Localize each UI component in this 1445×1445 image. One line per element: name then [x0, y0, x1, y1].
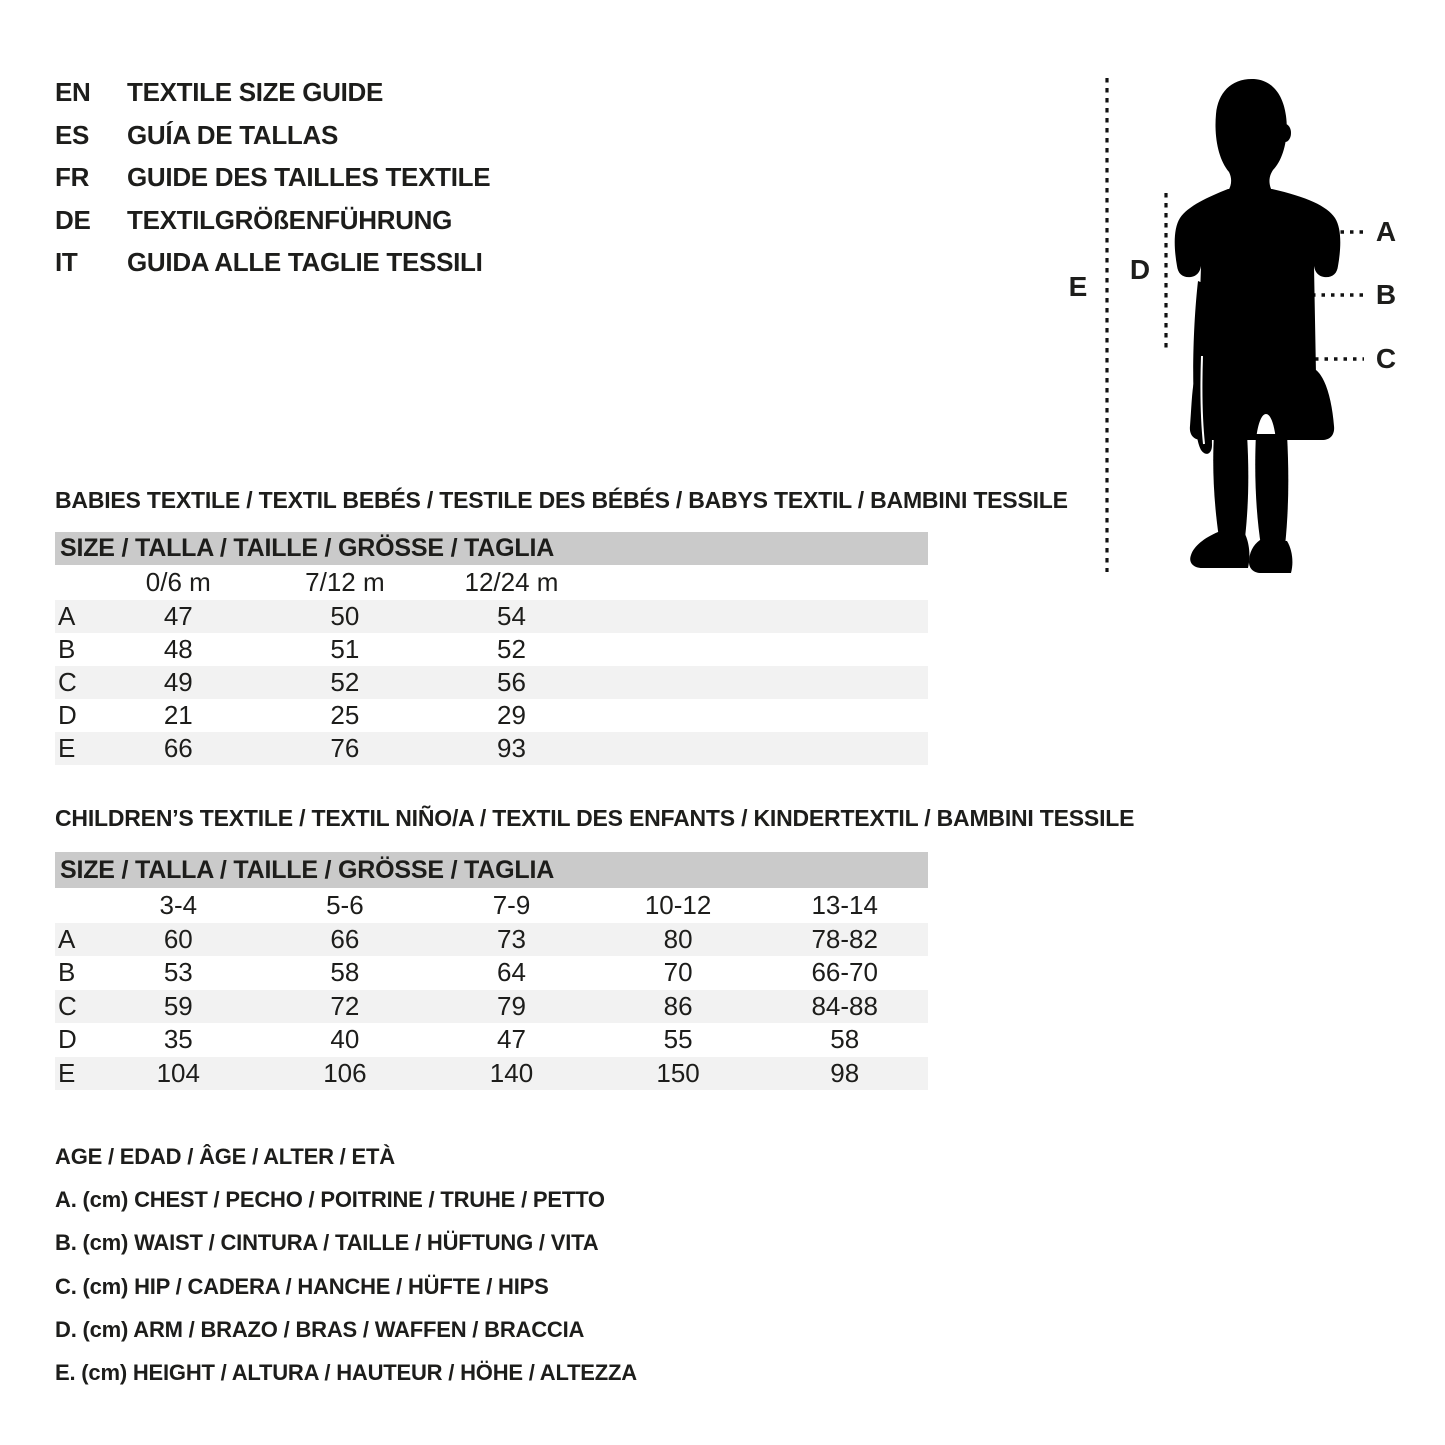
- table-row: [55, 1057, 928, 1090]
- children-size-table: [55, 852, 928, 1090]
- table-cell: 106: [323, 1057, 367, 1088]
- table-cell: 51: [330, 634, 360, 664]
- table-cell: 78-82: [811, 924, 878, 954]
- lang-row-it: [55, 241, 490, 284]
- table-cell: 35: [163, 1024, 193, 1055]
- legend-waist: B. (cm) WAIST / CINTURA / TAILLE / HÜFTUNG / VITA: [55, 1230, 599, 1256]
- row-label: A: [58, 924, 76, 954]
- table-cell-empty: [595, 633, 762, 666]
- row-label: E: [58, 733, 76, 763]
- table-cell-empty: [761, 633, 928, 666]
- silhouette-left-shoe: [1190, 532, 1249, 568]
- table-cell: 52: [330, 667, 360, 697]
- table-cell: 53: [163, 957, 193, 988]
- lang-title: GUIDE DES TAILLES TEXTILE: [127, 162, 491, 192]
- table-cell: 80: [663, 924, 693, 954]
- row-label: D: [58, 1024, 77, 1055]
- table-cell: 54: [497, 601, 526, 631]
- table-row: [55, 699, 928, 732]
- marker-label-height: E: [1068, 271, 1088, 302]
- lang-row-en: [55, 71, 490, 114]
- marker-label-arm: D: [1129, 254, 1151, 285]
- table-cell: 48: [163, 634, 193, 664]
- silhouette-head: [1216, 79, 1287, 191]
- table-cell-empty: [595, 666, 762, 699]
- lang-row-es: [55, 114, 490, 157]
- marker-label-hip: C: [1375, 343, 1397, 374]
- table-cell: 60: [163, 924, 193, 954]
- babies-size-table: [55, 532, 928, 765]
- lang-title: GUIDA ALLE TAGLIE TESSILI: [127, 247, 483, 277]
- lang-code: DE: [55, 204, 91, 235]
- corner-cell: [55, 565, 95, 600]
- lang-code: ES: [55, 119, 90, 150]
- children-size-header-bar: SIZE / TALLA / TAILLE / GRÖSSE / TAGLIA: [55, 852, 928, 888]
- table-row: [55, 732, 928, 765]
- row-label: A: [58, 601, 76, 631]
- table-cell-empty: [761, 732, 928, 765]
- table-row: [55, 990, 928, 1023]
- row-label: D: [58, 700, 77, 730]
- table-cell: 47: [163, 601, 193, 631]
- table-cell: 140: [489, 1057, 534, 1088]
- column-header-empty: [595, 565, 762, 600]
- lang-title: TEXTILE SIZE GUIDE: [127, 77, 384, 107]
- row-label: B: [58, 634, 76, 664]
- table-cell: 29: [497, 700, 526, 730]
- table-cell: 52: [497, 634, 526, 664]
- measurement-legend: [55, 1135, 637, 1394]
- table-cell: 40: [330, 1024, 360, 1055]
- marker-label-chest: A: [1375, 216, 1397, 247]
- column-header: 7-9: [492, 890, 531, 920]
- table-cell: 79: [497, 990, 526, 1021]
- row-label: B: [58, 957, 76, 988]
- legend-age: AGE / EDAD / ÂGE / ALTER / ETÀ: [55, 1144, 395, 1169]
- legend-arm: D. (cm) ARM / BRAZO / BRAS / WAFFEN / BRACCIA: [55, 1316, 585, 1342]
- table-cell: 150: [656, 1057, 700, 1088]
- legend-height: E. (cm) HEIGHT / ALTURA / HAUTEUR / HÖHE / ALTEZZA: [55, 1359, 637, 1385]
- table-cell: 72: [330, 990, 360, 1021]
- table-cell: 56: [497, 667, 526, 697]
- table-cell: 104: [156, 1057, 200, 1088]
- lang-title: GUÍA DE TALLAS: [127, 119, 339, 150]
- table-cell: 25: [330, 700, 360, 730]
- table-cell-empty: [761, 666, 928, 699]
- table-cell: 58: [330, 957, 360, 988]
- table-cell: 84-88: [811, 990, 878, 1021]
- table-row: [55, 923, 928, 956]
- table-cell: 55: [663, 1024, 693, 1055]
- table-cell: 76: [330, 733, 360, 763]
- child-silhouette: [1168, 76, 1346, 574]
- table-row: [55, 666, 928, 699]
- column-header: 0/6 m: [145, 567, 211, 597]
- table-cell-empty: [595, 699, 762, 732]
- legend-hip: C. (cm) HIP / CADERA / HANCHE / HÜFTE / HIPS: [55, 1273, 549, 1299]
- table-cell: 73: [497, 924, 526, 954]
- silhouette-shorts: [1190, 370, 1334, 440]
- lang-title: TEXTILGRÖßENFÜHRUNG: [127, 204, 453, 235]
- column-header: 13-14: [811, 890, 878, 920]
- silhouette-right-leg: [1255, 434, 1288, 546]
- corner-cell: [55, 888, 95, 923]
- table-cell-empty: [595, 732, 762, 765]
- table-row: [55, 600, 928, 633]
- language-header: [55, 71, 490, 284]
- silhouette-right-shoe: [1249, 540, 1292, 573]
- row-label: C: [58, 667, 77, 697]
- table-cell: 86: [663, 990, 693, 1021]
- column-header: 10-12: [644, 890, 712, 920]
- column-header-empty: [761, 565, 928, 600]
- table-cell: 66: [163, 733, 193, 763]
- column-header: 12/24 m: [464, 567, 559, 597]
- lang-row-de: [55, 199, 490, 242]
- babies-column-header-row: [55, 565, 928, 600]
- table-cell: 47: [497, 1024, 526, 1055]
- children-section-title: CHILDREN’S TEXTILE / TEXTIL NIÑO/A / TEXTIL DES ENFANTS / KINDERTEXTIL / BAMBINI TESSILE: [55, 805, 1135, 831]
- table-cell: 93: [497, 733, 526, 763]
- table-row: [55, 1023, 928, 1056]
- table-cell: 70: [663, 957, 693, 988]
- table-row: [55, 633, 928, 666]
- table-cell: 66: [330, 924, 360, 954]
- table-cell: 66-70: [811, 957, 878, 988]
- babies-section-title: BABIES TEXTILE / TEXTIL BEBÉS / TESTILE DES BÉBÉS / BABYS TEXTIL / BAMBINI TESSILE: [55, 487, 1068, 513]
- table-cell: 59: [163, 990, 193, 1021]
- lang-code: EN: [55, 77, 91, 107]
- table-cell: 58: [830, 1024, 860, 1055]
- silhouette-ear: [1279, 124, 1291, 142]
- column-header: 3-4: [159, 890, 198, 920]
- table-cell-empty: [761, 699, 928, 732]
- row-label: E: [58, 1057, 76, 1088]
- silhouette-left-leg: [1213, 434, 1248, 538]
- legend-chest: A. (cm) CHEST / PECHO / POITRINE / TRUHE / PETTO: [55, 1187, 605, 1213]
- marker-label-waist: B: [1375, 279, 1397, 310]
- table-cell: 98: [830, 1057, 860, 1088]
- lang-code: IT: [55, 247, 78, 277]
- table-cell: 49: [163, 667, 193, 697]
- column-header: 5-6: [326, 890, 364, 920]
- table-cell-empty: [595, 600, 762, 633]
- children-column-header-row: [55, 888, 928, 923]
- lang-row-fr: [55, 156, 490, 199]
- babies-size-header-bar: SIZE / TALLA / TAILLE / GRÖSSE / TAGLIA: [55, 532, 928, 565]
- table-cell: 50: [330, 601, 360, 631]
- table-cell: 64: [497, 957, 526, 988]
- table-cell: 21: [163, 700, 193, 730]
- lang-code: FR: [55, 162, 90, 192]
- row-label: C: [58, 990, 77, 1021]
- table-cell-empty: [761, 600, 928, 633]
- table-row: [55, 956, 928, 989]
- column-header: 7/12 m: [305, 567, 385, 597]
